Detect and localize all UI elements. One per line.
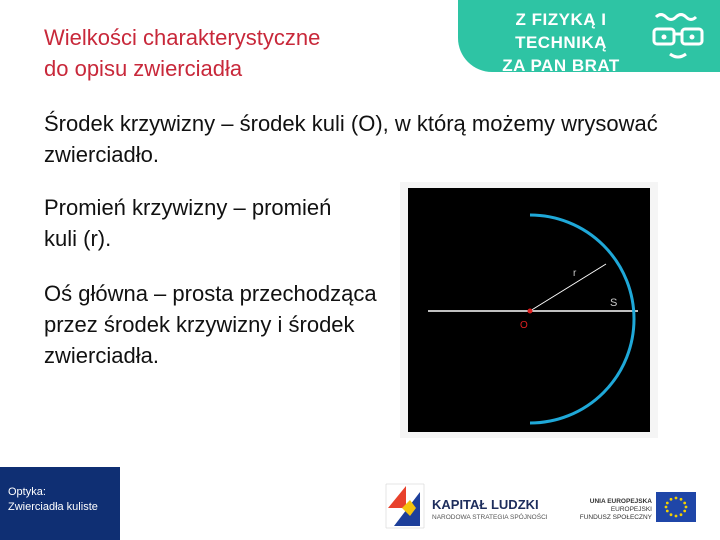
kl-title: KAPITAŁ LUDZKI [432,497,539,512]
definition-principal-axis: Oś główna – prosta przechodząca przez środek krzywizny i środek zwierciadła. [44,281,377,368]
project-banner [458,0,720,75]
banner-line-1: Z FIZYKĄ I TECHNIKĄ [515,10,607,52]
course-subtopic: Zwierciadła kuliste [8,501,98,513]
banner-text [476,8,646,77]
mirror-diagram [400,182,658,438]
center-of-curvature-point [528,309,533,314]
radius-label: r [573,268,577,279]
mirror-diagram-canvas [408,188,650,432]
eu-line-2: EUROPEJSKI [610,506,652,513]
glasses-face-icon [650,8,708,64]
banner-line-2: ZA PAN BRAT [502,56,620,75]
title-line-1: Wielkości charakterystyczne [44,25,321,50]
course-footer [0,467,120,540]
title-line-2: do opisu zwierciadła [44,56,243,81]
eu-text [552,498,652,522]
eu-line-3: FUNDUSZ SPOŁECZNY [579,514,652,521]
course-topic: Optyka: [8,486,46,498]
eu-flag-icon [656,492,696,522]
kl-subtitle: NARODOWA STRATEGIA SPÓJNOŚCI [432,514,548,521]
definition-radius-of-curvature: Promień krzywizny – promień kuli (r). [44,195,332,251]
slide-title [44,22,424,84]
vertex-label: S [610,297,618,309]
center-label: O [520,320,528,331]
definition-center-of-curvature: Środek krzywizny – środek kuli (O), w którą możemy wrysować zwierciadło. [44,111,658,167]
eu-line-1: UNIA EUROPEJSKA [589,498,652,505]
